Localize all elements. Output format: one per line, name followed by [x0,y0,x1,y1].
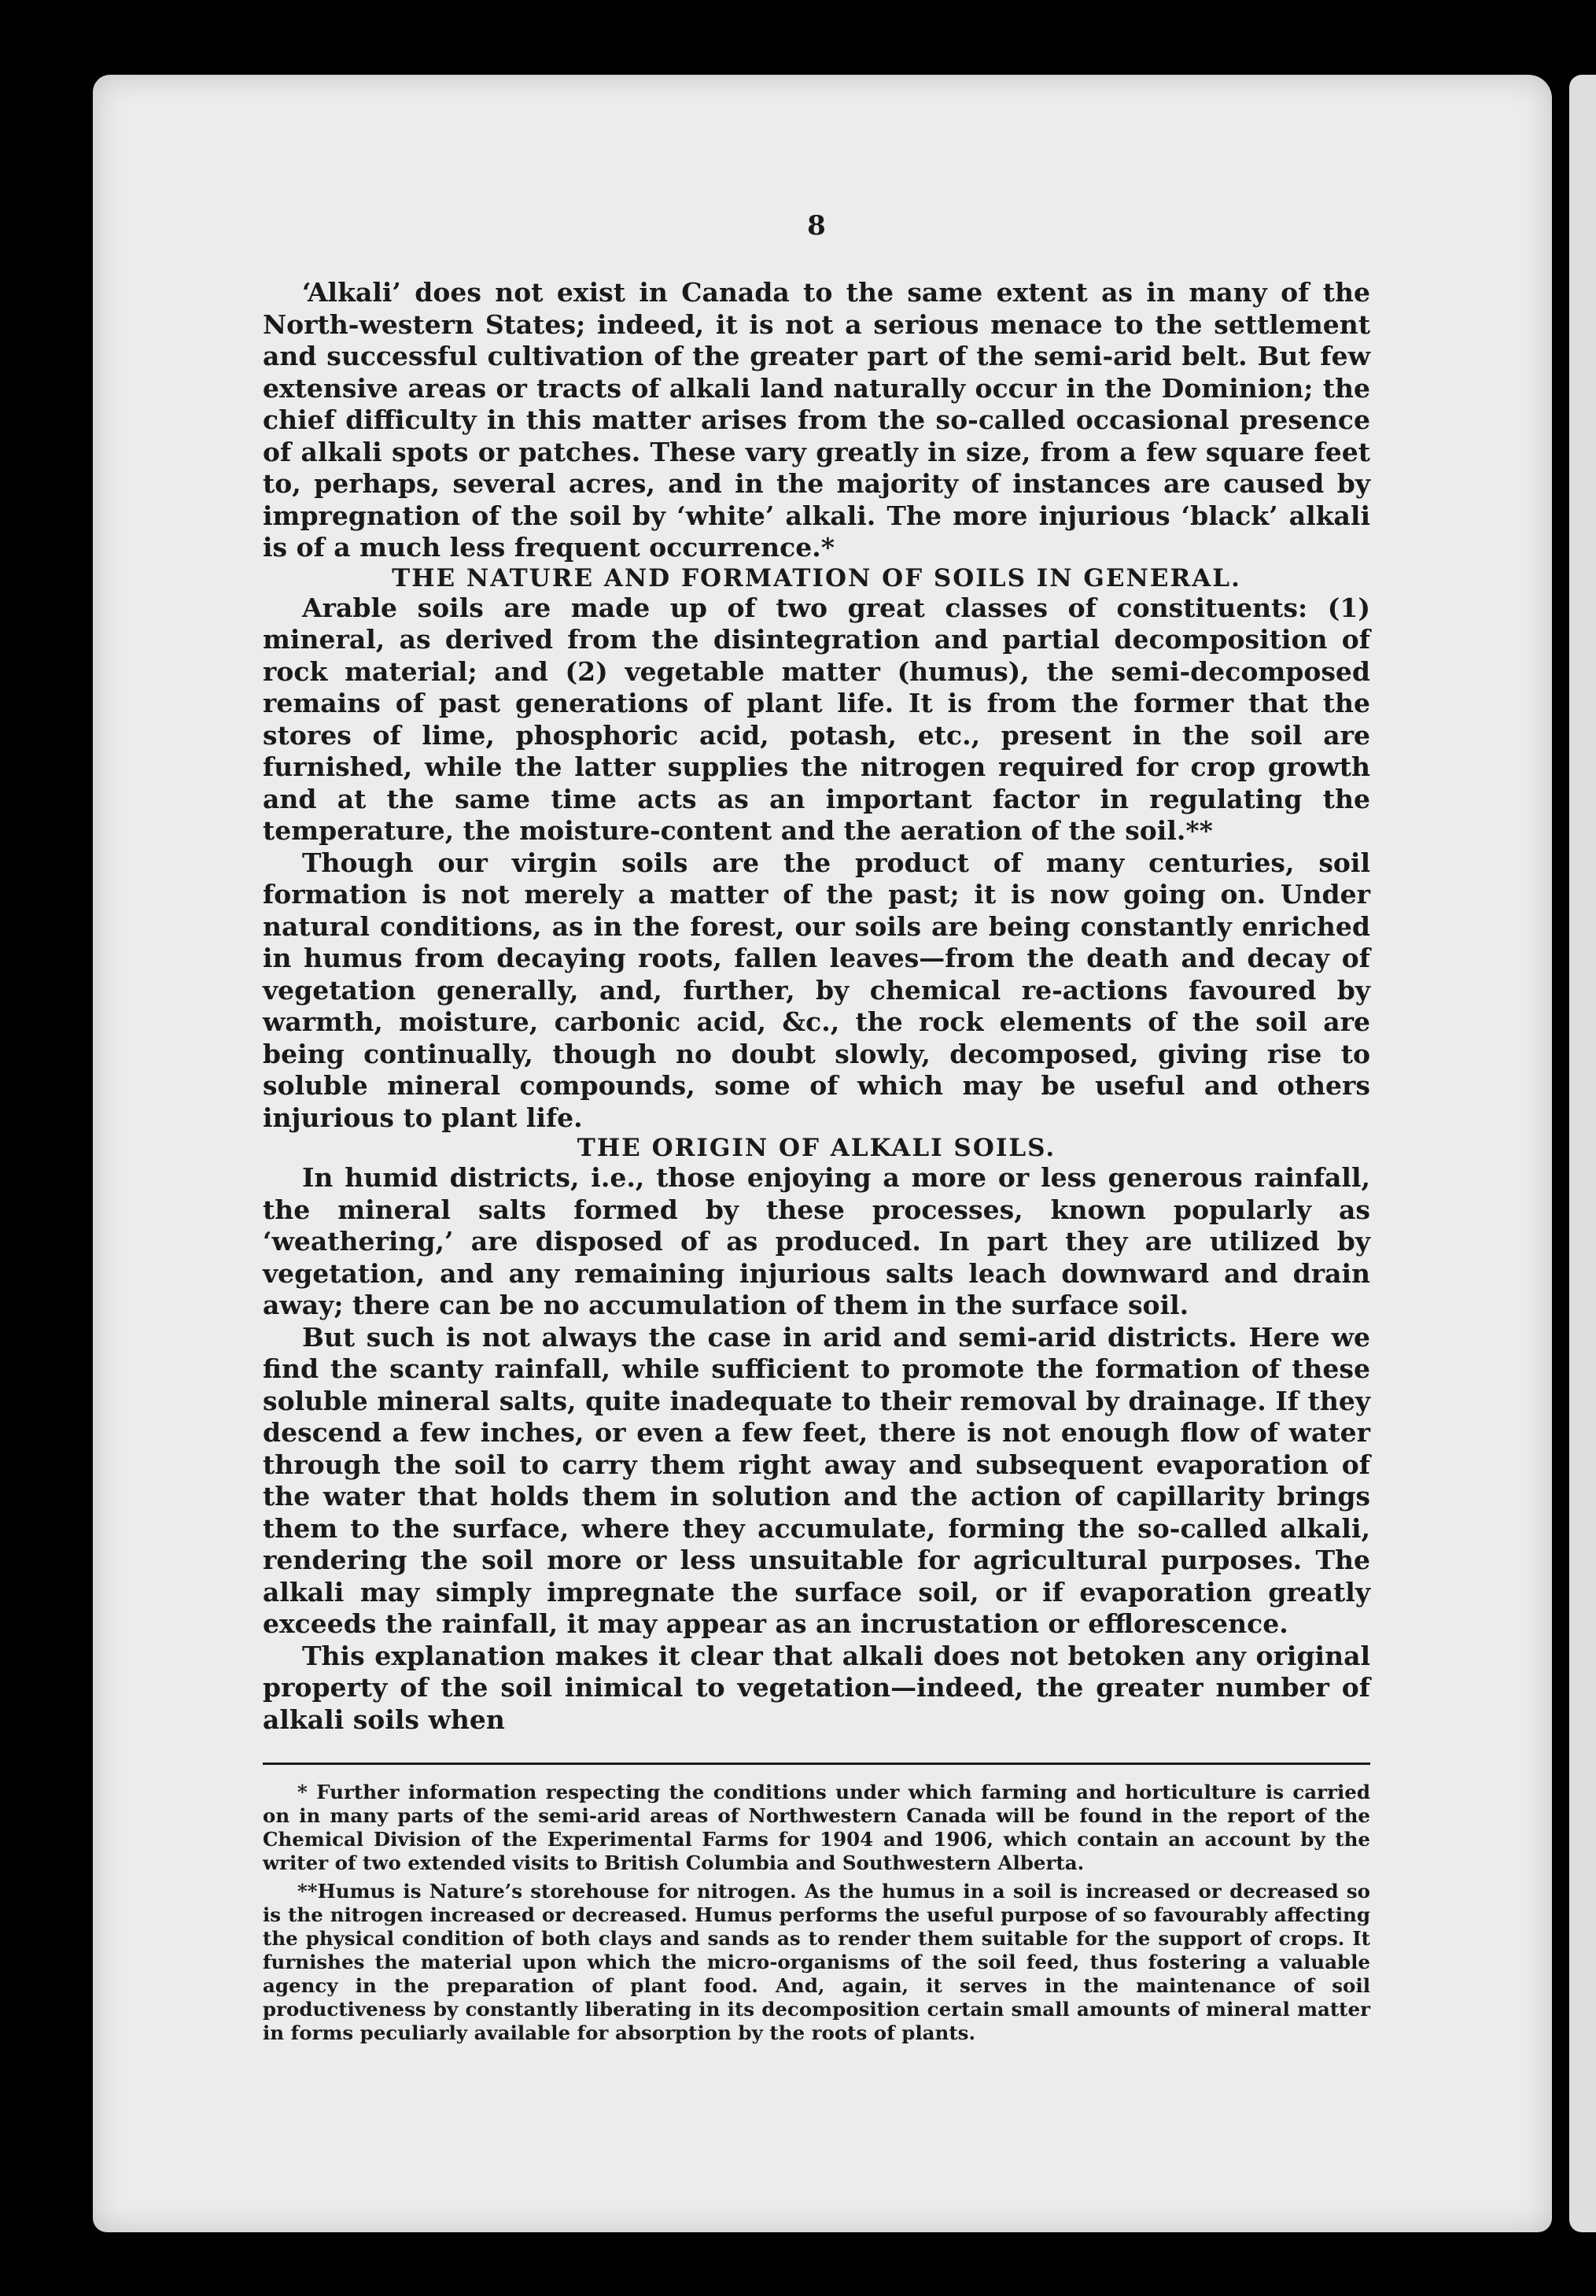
nature-paragraph-1: Arable soils are made up of two great classes of constituents: (1) mineral, as derived from the disintegration and partial decomposition of rock material; and (2) vegetable matter (humus), the semi-decomposed remains of past generations of plant life. It is from the former that the stores of lime, phosphoric acid, potash, etc., present in the soil are furnished, while the latter supplies the nitrogen required for crop growth and at the same time acts as an important factor in regulating the temperature, the moisture-content and the aeration of the soil.** [263,592,1370,846]
footnote-divider [263,1763,1370,1765]
page-number: 8 [807,210,826,242]
footnote-2: **Humus is Nature’s storehouse for nitrogen. As the humus in a soil is increased or decreased so is the nitrogen increased or decreased. Humus performs the useful purpose of so favourably affecting the physical condition of both clays and sands as to render them suitable for the support of crops. It furnishes the material upon which the micro-organisms of the soil feed, thus fostering a valuable agency in the preparation of plant food. And, again, it serves in the maintenance of soil productiveness by constantly liberating in its decomposition certain small amounts of mineral matter in forms peculiarly available for absorption by the roots of plants. [263,1880,1370,2044]
heading-origin-of-alkali-soils: THE ORIGIN OF ALKALI SOILS. [577,1134,1056,1162]
page-content [263,212,1370,2045]
heading-nature-of-soils: THE NATURE AND FORMATION OF SOILS IN GENERAL. [392,563,1241,592]
adjacent-page-edge [1569,75,1596,2232]
origin-paragraph-2: But such is not always the case in arid and semi-arid districts. Here we find the scanty rainfall, while sufficient to promote the formation of these soluble mineral salts, quite inadequate to their removal by drainage. If they descend a few inches, or even a few feet, there is not enough flow of water through the soil to carry them right away and subsequent evaporation of the water that holds them in solution and the action of capillarity brings them to the surface, where they accumulate, forming the so-called alkali, rendering the soil more or less unsuitable for agricultural purposes. The alkali may simply impregnate the surface soil, or if evaporation greatly exceeds the rainfall, it may appear as an incrustation or efflorescence. [263,1321,1370,1639]
footnote-1: * Further information respecting the conditions under which farming and horticulture is carried on in many parts of the semi-arid areas of Northwestern Canada will be found in the report of the Chemical Division of the Experimental Farms for 1904 and 1906, which contain an account by the writer of two extended visits to British Columbia and Southwestern Alberta. [263,1781,1370,1874]
origin-paragraph-1: In humid districts, i.e., those enjoying a more or less generous rainfall, the mineral salts formed by these processes, known popularly as ‘weathering,’ are disposed of as produced. In part they are utilized by vegetation, and any remaining injurious salts leach downward and drain away; there can be no accumulation of them in the surface soil. [263,1162,1370,1320]
intro-paragraph: ‘Alkali’ does not exist in Canada to the same extent as in many of the North-western States; indeed, it is not a serious menace to the settlement and successful cultivation of the greater part of the semi-arid belt. But few extensive areas or tracts of alkali land naturally occur in the Dominion; the chief difficulty in this matter arises from the so-called occasional presence of alkali spots or patches. These vary greatly in size, from a few square feet to, perhaps, several acres, and in the majority of instances are caused by impregnation of the soil by ‘white’ alkali. The more injurious ‘black’ alkali is of a much less frequent occurrence.* [263,277,1370,563]
nature-paragraph-2: Though our virgin soils are the product of many centuries, soil formation is not merely a matter of the past; it is now going on. Under natural conditions, as in the forest, our soils are being constantly enriched in humus from decaying roots, fallen leaves—from the death and decay of vegetation generally, and, further, by chemical re-actions favoured by warmth, moisture, carbonic acid, &c., the rock elements of the soil are being continually, though no doubt slowly, decomposed, giving rise to soluble mineral compounds, some of which may be useful and others injurious to plant life. [263,847,1370,1133]
origin-paragraph-3: This explanation makes it clear that alkali does not betoken any original property of the soil inimical to vegetation—indeed, the greater number of alkali soils when [263,1640,1370,1735]
